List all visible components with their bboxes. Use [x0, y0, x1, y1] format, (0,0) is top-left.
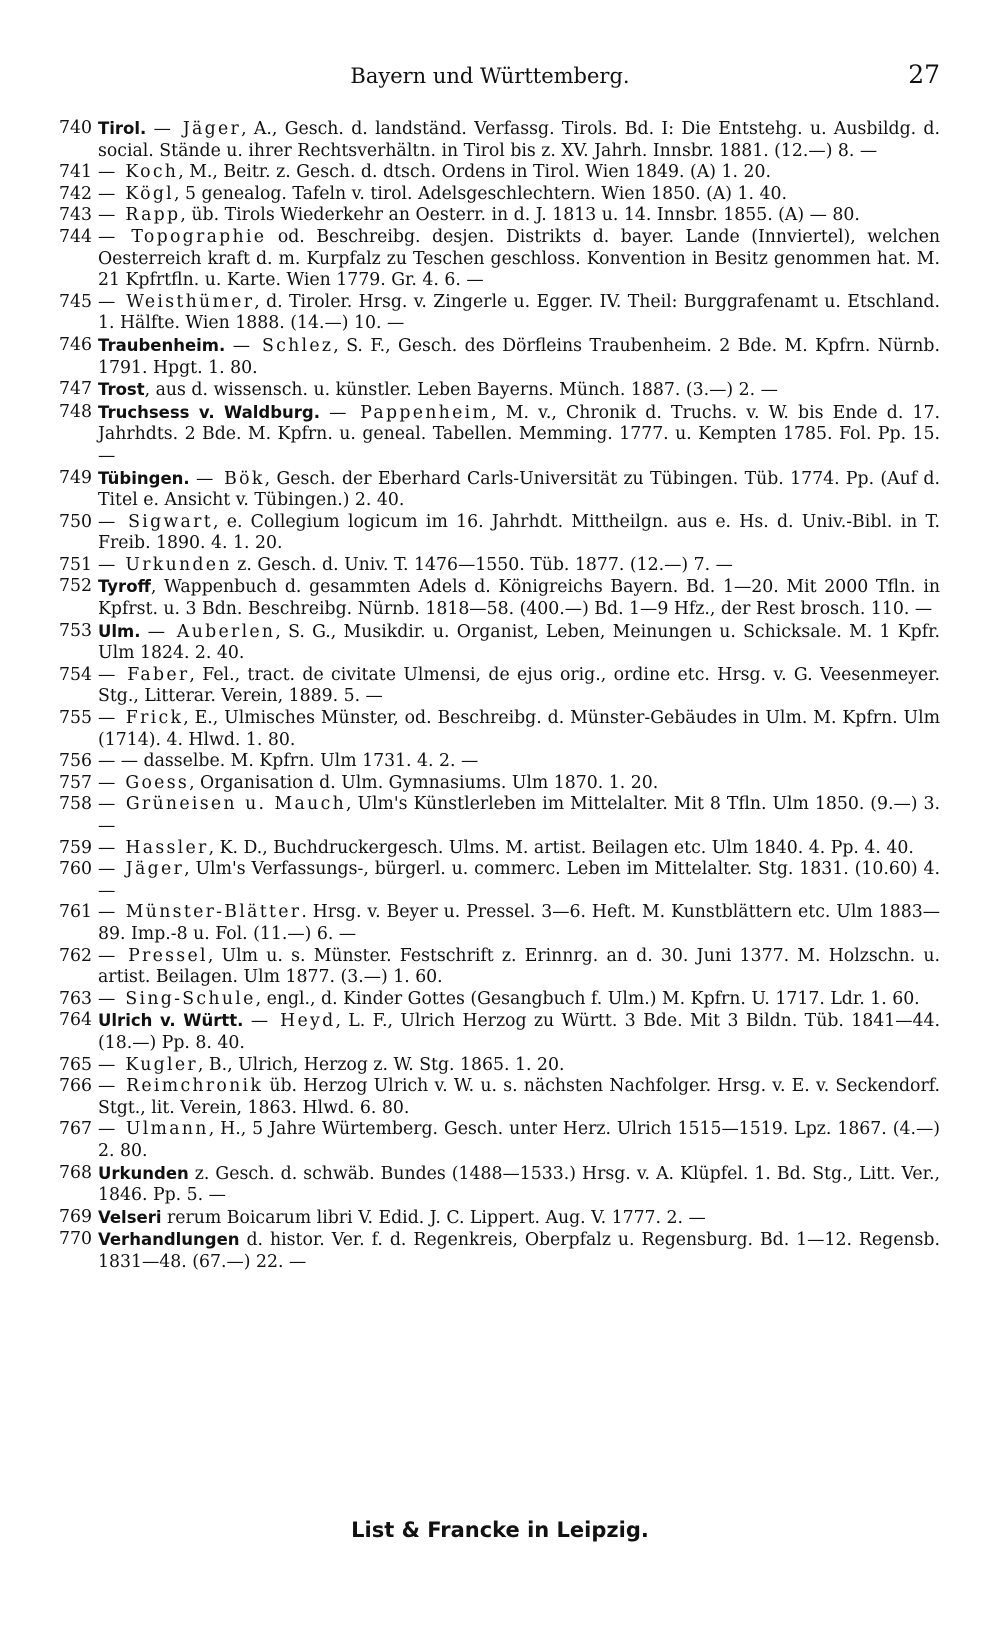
catalog-entry [40, 162, 940, 184]
catalog-entry [40, 1229, 940, 1273]
entry-text: , M. v., Chronik d. Truchs. v. W. bis Ende d. 17. Jahrhdts. 2 Bde. M. Kpfrn. u. geneal. Tabellen. Memming. 1777. u. Kempten 1785. Fol. Pp. 15. — [98, 402, 941, 466]
catalog-entry [40, 576, 940, 620]
catalog-entry [40, 989, 940, 1011]
entry-number: 741 [59, 162, 92, 183]
entry-text: z. Gesch. d. schwäb. Bundes (1488—1533.) Hrsg. v. A. Klüpfel. 1. Bd. Stg., Litt. Ver., 1846. Pp. 5. — [98, 1163, 940, 1206]
entry-text: , Organisation d. Ulm. Gymnasiums. Ulm 1870. 1. 20. [189, 772, 659, 793]
catalog-entry [40, 902, 940, 945]
entry-number: 767 [59, 1119, 92, 1140]
entry-author: — Jäger [98, 859, 185, 880]
entry-text: üb. Herzog Ulrich v. W. u. s. nächsten Nachfolger. Hrsg. v. E. v. Seckendorf. Stgt., lit. Verein, 1863. Hlwd. 6. 80. [98, 1076, 940, 1118]
entry-text: , K. D., Buchdruckergesch. Ulms. M. artist. Beilagen etc. Ulm 1840. 4. Pp. 4. 40. [208, 837, 914, 858]
entry-number: 753 [59, 620, 92, 641]
entry-number: 763 [59, 988, 92, 1009]
entry-author: — Bök [195, 468, 265, 489]
catalog-entry [40, 751, 940, 773]
entry-author: — Kugler [98, 1054, 198, 1075]
catalog-entry [40, 665, 940, 708]
entry-number: 762 [59, 945, 92, 966]
entry-number: 745 [59, 291, 92, 312]
entry-number: 759 [59, 837, 92, 858]
entry-number: 743 [59, 205, 92, 226]
entry-text: d. histor. Ver. f. d. Regenkreis, Oberpfalz u. Regensburg. Bd. 1—12. Regensb. 1831—48. (67.—) 22. — [98, 1230, 940, 1272]
entry-number: 770 [59, 1229, 92, 1250]
entry-number: 757 [59, 772, 92, 793]
catalog-entry [40, 773, 940, 795]
entry-keyword: Ulm. [98, 621, 141, 641]
catalog-entry [40, 184, 940, 206]
entry-number: 754 [59, 664, 92, 685]
entry-text: , d. Tiroler. Hrsg. v. Zingerle u. Egger. IV. Theil: Burggrafenamt u. Etschland. 1. Hälfte. Wien 1888. (14.—) 10. — [98, 291, 940, 334]
entry-author: — Pappenheim [329, 402, 492, 423]
entry-author: — Ulmann [98, 1119, 209, 1140]
entry-author: — Hassler [98, 837, 209, 858]
entry-number: 756 [59, 751, 92, 772]
entry-text: , M., Beitr. z. Gesch. d. dtsch. Ordens in Tirol. Wien 1849. (A) 1. 20. [178, 162, 771, 183]
catalog-entry [40, 227, 940, 292]
entry-keyword: Traubenheim. [98, 335, 226, 355]
catalog-entry [40, 1207, 940, 1230]
entry-author: — Weisthümer [98, 291, 255, 312]
entry-text: , Ulm's Künstlerleben im Mittelalter. Mit 8 Tfln. Ulm 1850. (9.—) 3. — [98, 794, 940, 836]
entry-author: — Reimchronik [98, 1076, 264, 1097]
entry-text: , Wappenbuch d. gesammten Adels d. Königreichs Bayern. Bd. 1—20. Mit 2000 Tfln. in Kpfrst. u. 3 Bdn. Beschreibg. Nürnb. 1818—58. (400.—) Bd. 1—9 Hfz., der Rest brosch. 110. — [98, 577, 940, 620]
entry-number: 764 [59, 1010, 92, 1031]
entry-author: — Sigwart [98, 511, 213, 532]
entry-keyword: Urkunden [98, 1163, 189, 1183]
catalog-entry [40, 118, 940, 162]
entry-text: . Hrsg. v. Beyer u. Pressel. 3—6. Heft. M. Kunstblättern etc. Ulm 1883—89. Imp.-8 u. Fol. (11.—) 6. — [98, 902, 940, 944]
entry-keyword: Ulrich v. Württ. [98, 1011, 244, 1031]
entry-text: z. Gesch. d. Univ. T. 1476—1550. Tüb. 1877. (12.—) 7. — [231, 554, 733, 575]
entry-number: 749 [59, 467, 92, 488]
entry-author: — Münster-Blätter [98, 902, 302, 923]
catalog-entry [40, 794, 940, 837]
catalog-entry [40, 468, 940, 512]
entry-number: 750 [59, 511, 92, 532]
entry-keyword: Verhandlungen [98, 1230, 240, 1250]
entry-number: 742 [59, 183, 92, 204]
catalog-entry [40, 859, 940, 902]
entry-text: rerum Boicarum libri V. Edid. J. C. Lippert. Aug. V. 1777. 2. — [161, 1207, 706, 1228]
catalog-entry [40, 1010, 940, 1054]
catalog-entry [40, 512, 940, 555]
publisher-footer: List & Francke in Leipzig. [351, 1518, 649, 1542]
catalog-entry [40, 708, 940, 751]
entry-number: 744 [59, 226, 92, 247]
entry-keyword: Tübingen. [98, 468, 190, 488]
entry-author: — Topographie [98, 226, 267, 247]
catalog-entry [40, 335, 940, 379]
entry-author: — Faber [98, 664, 190, 685]
entry-text: , B., Ulrich, Herzog z. W. Stg. 1865. 1. 20. [197, 1054, 565, 1075]
catalog-entry [40, 621, 940, 665]
entry-text: , H., 5 Jahre Würtemberg. Gesch. unter Herz. Ulrich 1515—1519. Lpz. 1867. (4.—) 2. 80. [98, 1119, 941, 1161]
entry-text: , 5 genealog. Tafeln v. tirol. Adelsgeschlechtern. Wien 1850. (A) 1. 40. [174, 183, 787, 204]
entry-number: 740 [59, 118, 92, 138]
entry-number: 761 [59, 902, 92, 923]
running-title: Bayern und Württemberg. [350, 64, 630, 88]
entry-keyword: Tyroff [98, 577, 151, 597]
entry-author: — Kögl [98, 183, 175, 204]
catalog-entry [40, 205, 940, 227]
entry-text: , engl., d. Kinder Gottes (Gesangbuch f. Ulm.) M. Kpfrn. U. 1717. Ldr. 1. 60. [255, 988, 920, 1009]
catalog-entry [40, 555, 940, 577]
entry-text: , L. F., Ulrich Herzog zu Württ. 3 Bde. Mit 3 Bildn. Tüb. 1841—44. (18.—) Pp. 8. 40. [98, 1011, 941, 1053]
entry-text: , A., Gesch. d. landständ. Verfassg. Tirols. Bd. I: Die Entstehg. u. Ausbildg. d. social. Stände u. ihrer Rechtsverhältn. in Tirol bis z. XV. Jahrh. Innsbr. 1881. (12.—) 8. — [98, 119, 940, 161]
catalog-entry [40, 1076, 940, 1119]
entry-text: , Ulm's Verfassungs-, bürgerl. u. commerc. Leben im Mittelalter. Stg. 1831. (10.60) 4. — [98, 859, 941, 901]
entry-text: , üb. Tirols Wiederkehr an Oesterr. in d. J. 1813 u. 14. Innsbr. 1855. (A) — 80. [180, 205, 860, 226]
entry-text: , e. Collegium logicum im 16. Jahrhdt. Mittheilgn. aus e. Hs. d. Univ.-Bibl. in T. Freib. 1890. 4. 1. 20. [98, 511, 941, 554]
entry-number: 769 [59, 1206, 92, 1227]
page-header [40, 60, 940, 94]
entry-text: , Ulm u. s. Münster. Festschrift z. Erinnrg. an d. 30. Juni 1377. M. Holzschn. u. artist. Beilagen. Ulm 1877. (3.—) 1. 60. [98, 945, 940, 988]
entry-list [40, 118, 940, 1273]
entry-text: , aus d. wissensch. u. künstler. Leben Bayerns. Münch. 1887. (3.—) 2. — [144, 380, 778, 401]
catalog-entry [40, 946, 940, 989]
catalog-entry [40, 292, 940, 335]
entry-author: — Jäger [153, 119, 242, 139]
catalog-entry [40, 838, 940, 860]
catalog-entry [40, 1119, 940, 1162]
entry-number: 747 [59, 379, 92, 400]
entry-number: 748 [59, 401, 92, 422]
entry-text: , S. G., Musikdir. u. Organist, Leben, Meinungen u. Schicksale. M. 1 Kpfr. Ulm 1824. 2. 40. [98, 621, 940, 664]
entry-number: 755 [59, 708, 92, 729]
entry-author: — Urkunden [98, 554, 232, 575]
catalog-entry [40, 1163, 940, 1207]
entry-number: 760 [59, 859, 92, 880]
entry-author: — Schlez [232, 335, 334, 356]
entry-author: — Frick [98, 708, 184, 729]
entry-text: , E., Ulmisches Münster, od. Beschreibg. d. Münster-Gebäudes in Ulm. M. Kpfrn. Ulm (1714). 4. Hlwd. 1. 80. [98, 708, 940, 750]
entry-number: 752 [59, 576, 92, 597]
entry-number: 751 [59, 554, 92, 575]
entry-text: od. Beschreibg. desjen. Distrikts d. bayer. Lande (Innviertel), welchen Oesterreich kraft d. m. Kurpfalz zu Teschen geschloss. Konvention in Besitz genommen hat. M. 21 Kpfrtfln. u. Karte. Wien 1779. Gr. 4. 6. — [98, 226, 940, 291]
entry-author: — Sing-Schule [98, 988, 256, 1009]
entry-text: , S. F., Gesch. des Dörfleins Traubenheim. 2 Bde. M. Kpfrn. Nürnb. 1791. Hpgt. 1. 80. [98, 335, 940, 378]
entry-text: , Fel., tract. de civitate Ulmensi, de ejus orig., ordine etc. Hrsg. v. G. Veesenmeyer. Stg., Litterar. Verein, 1889. 5. — [98, 664, 941, 707]
entry-number: 768 [59, 1162, 92, 1183]
entry-author: — Koch [98, 162, 179, 183]
catalog-entry [40, 1055, 940, 1077]
entry-author: — Heyd [250, 1011, 336, 1032]
page-number: 27 [908, 60, 940, 89]
entry-author: — Grüneisen u. Mauch [98, 794, 346, 815]
entry-text: — — dasselbe. M. Kpfrn. Ulm 1731. 4. 2. — [98, 751, 479, 772]
entry-number: 765 [59, 1054, 92, 1075]
entry-text: , Gesch. der Eberhard Carls-Universität zu Tübingen. Tüb. 1774. Pp. (Auf d. Titel e. Ansicht v. Tübingen.) 2. 40. [98, 468, 940, 511]
catalog-entry [40, 379, 940, 402]
entry-author: — Goess [98, 772, 190, 793]
entry-number: 758 [59, 794, 92, 815]
entry-keyword: Truchsess v. Waldburg. [98, 402, 320, 422]
catalog-entry [40, 402, 940, 468]
entry-keyword: Tirol. [98, 119, 147, 138]
entry-number: 746 [59, 334, 92, 355]
entry-author: — Auberlen [147, 621, 276, 642]
entry-keyword: Velseri [98, 1207, 162, 1227]
entry-number: 766 [59, 1076, 92, 1097]
entry-author: — Pressel [98, 945, 208, 966]
entry-keyword: Trost [98, 380, 145, 400]
entry-author: — Rapp [98, 205, 181, 226]
